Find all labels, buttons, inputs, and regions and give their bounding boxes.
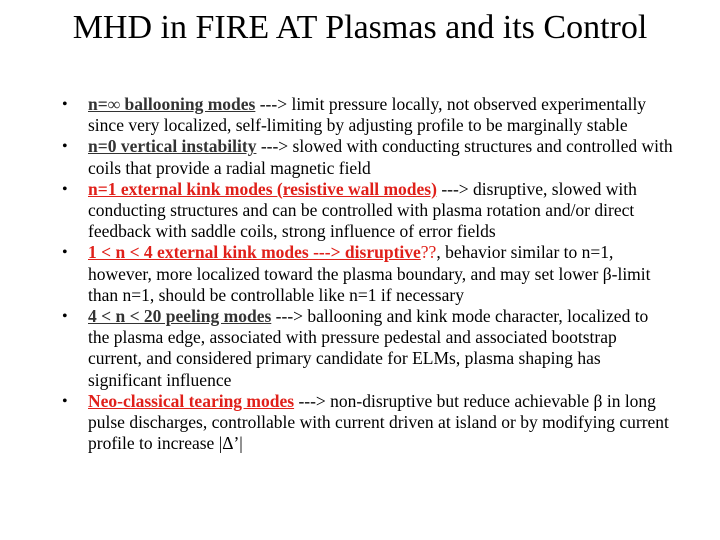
item-term-suffix: ?? [420,242,437,263]
item-text: ---> ballooning and kink mode character, localized to the plasma edge, associated with pressure pedestal and associated bootstrap current, and considered primary candidate for ELMs, plasma shaping has significant influence [88,306,649,390]
bullet-icon: • [62,96,68,113]
bullet-icon: • [62,392,68,410]
bullet-icon: • [62,138,68,156]
bullet-list [62,94,674,454]
item-text: ---> limit pressure locally, not observed experimentally since very localized, self-limiting by adjusting profile to be marginally stable [88,94,647,136]
bullet-icon: • [62,180,68,198]
item-text: ---> slowed with conducting structures and controlled with coils that provide a radial magnetic field [88,136,673,178]
list-item [62,306,674,391]
list-item [62,94,674,136]
bullet-icon: • [62,308,68,326]
list-item [62,391,674,455]
list-item [62,242,674,306]
bullet-icon: • [62,244,68,262]
list-item [62,179,674,243]
item-term: n=1 external kink modes (resistive wall modes) [88,178,437,199]
item-text: ---> disruptive, slowed with conducting structures and can be controlled with plasma rotation and/or direct feedback with saddle coils, strong influence of error fields [88,178,637,242]
list-item [62,136,674,178]
item-term: 1 < n < 4 external kink modes ---> disruptive [88,242,421,263]
item-term: n=0 vertical instability [88,136,257,157]
item-term: n=∞ ballooning modes [88,94,256,114]
item-text: , behavior similar to n=1, however, more localized toward the plasma boundary, and may set lower β-limit than n=1, should be controllable like n=1 if necessary [88,242,651,305]
item-term: Neo-classical tearing modes [88,390,295,411]
item-term: 4 < n < 20 peeling modes [88,306,272,327]
item-text: ---> non-disruptive but reduce achievable β in long pulse discharges, controllable with current driven at island or by modifying current profile to increase |Δ’| [88,390,669,454]
slide-title: MHD in FIRE AT Plasmas and its Control [72,9,648,46]
